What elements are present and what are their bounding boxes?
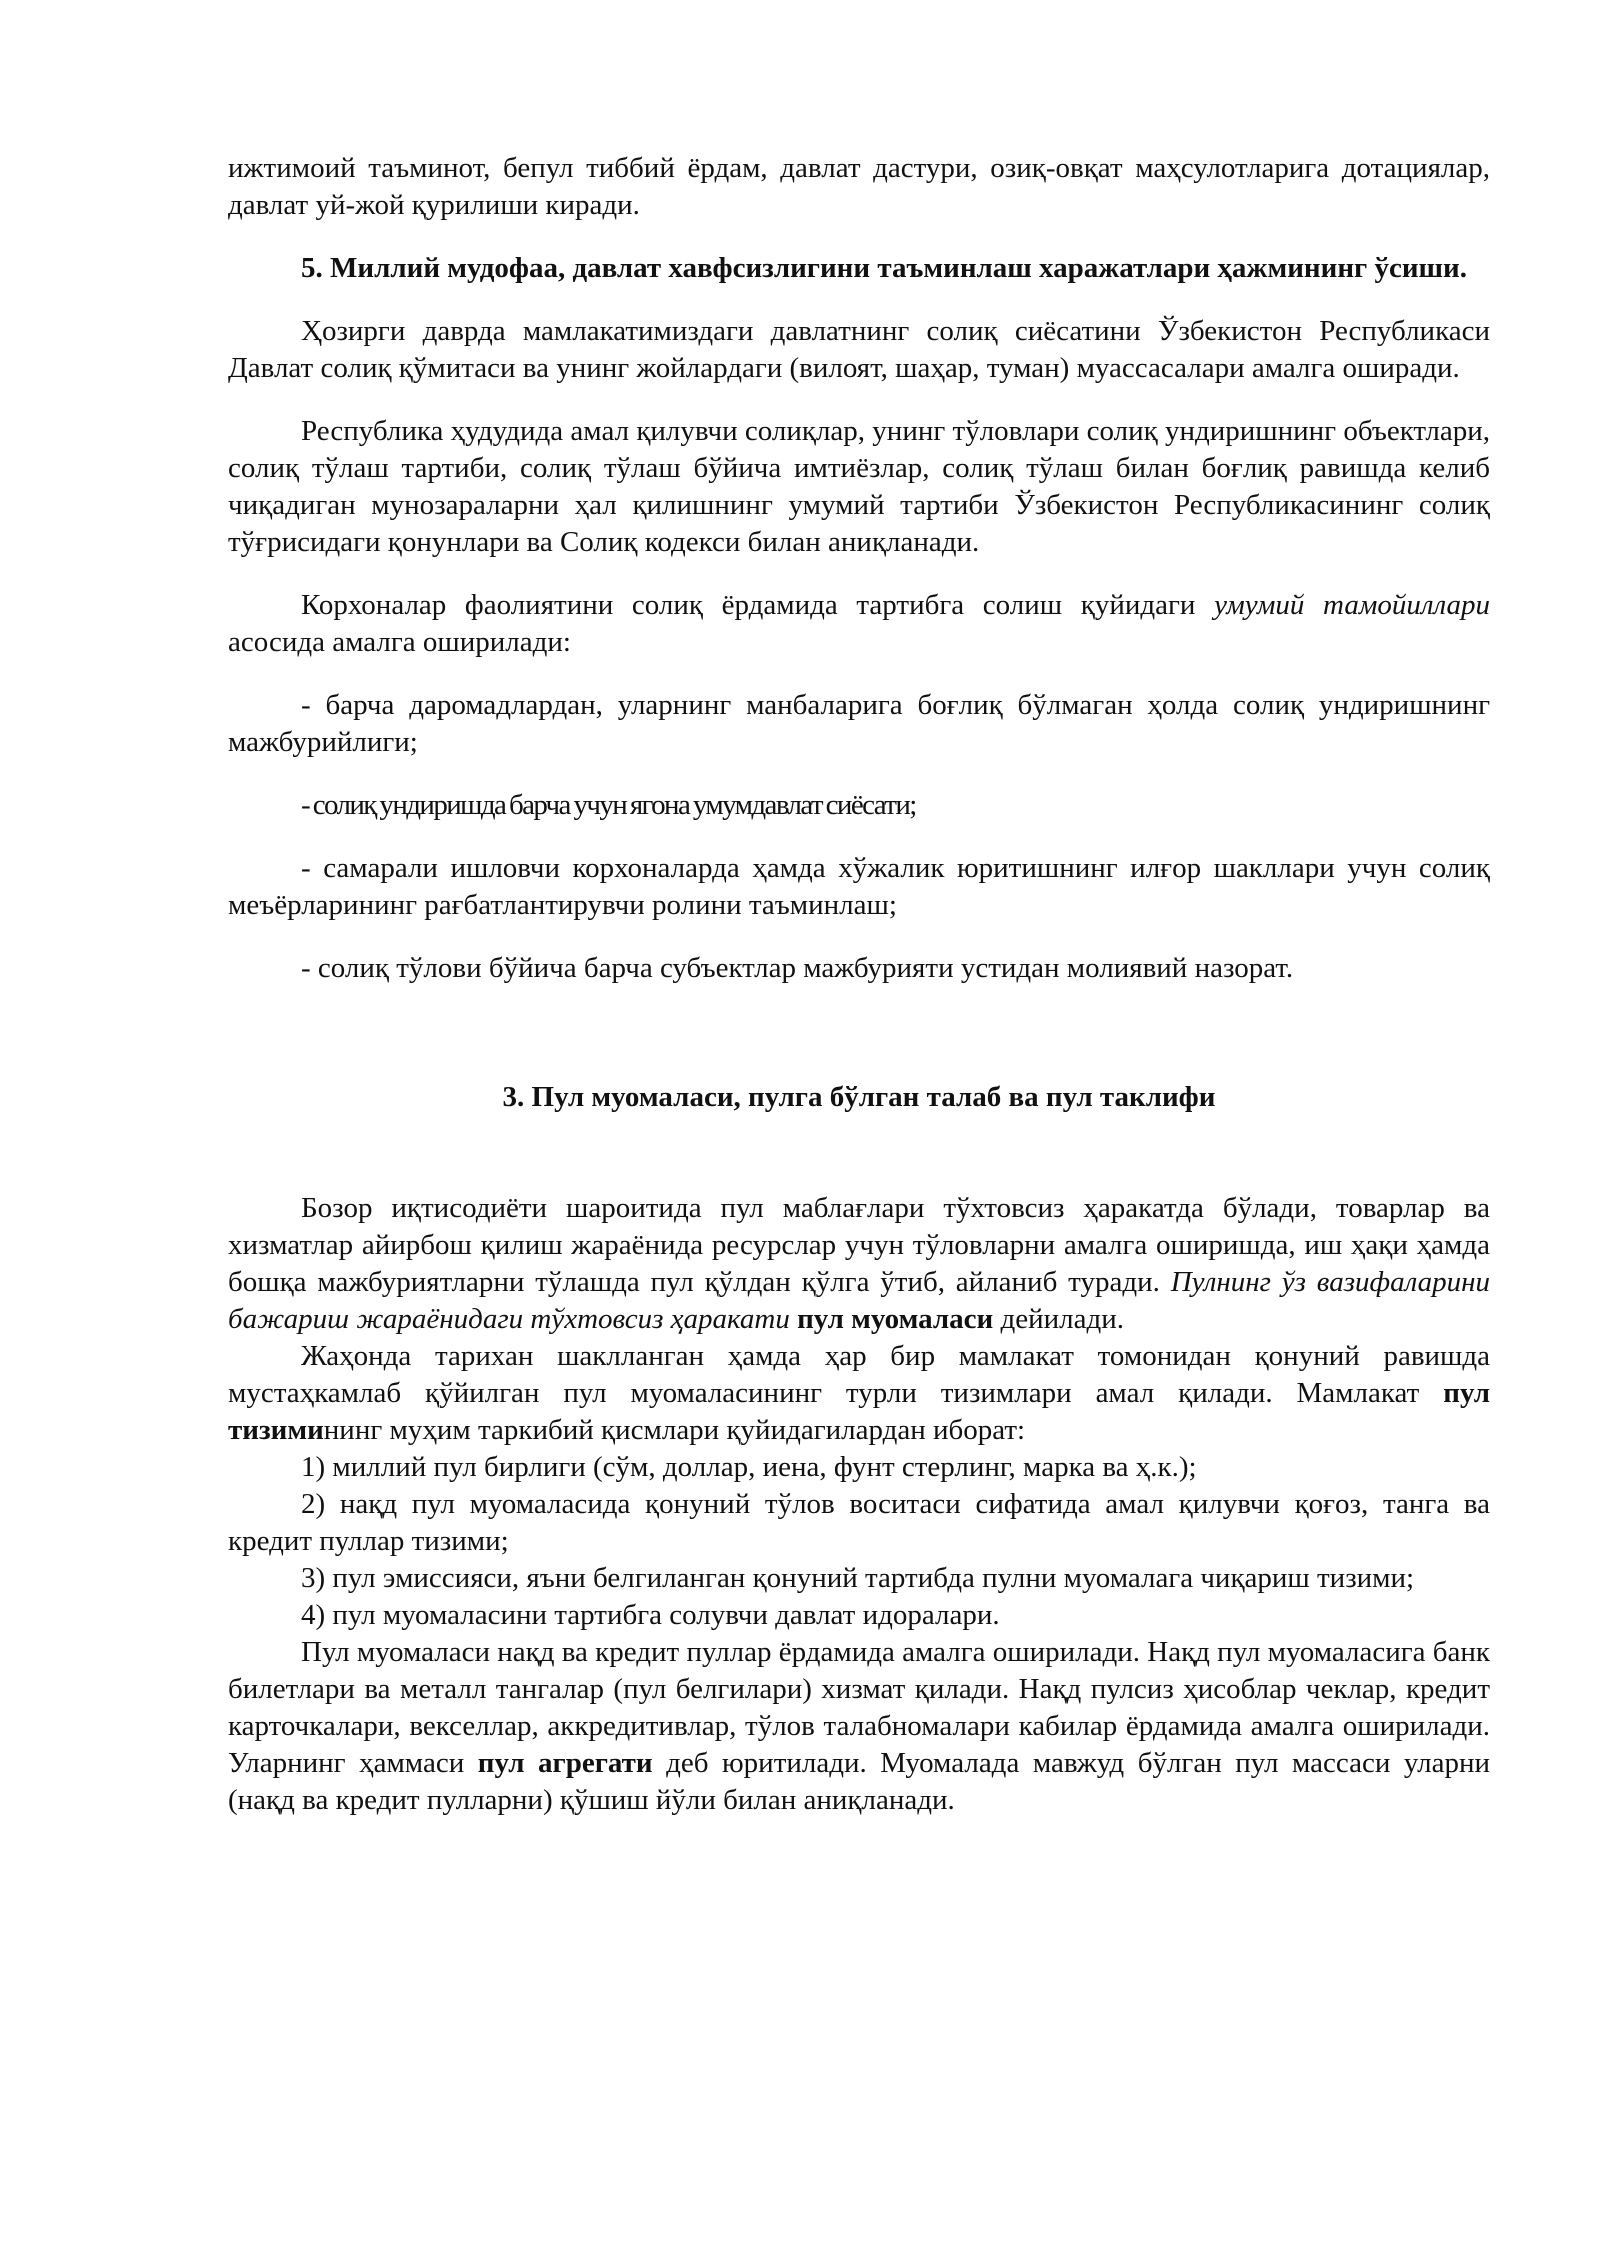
paragraph-tax-regulation: Республика ҳудудида амал қилувчи солиқлар, унинг тўловлари солиқ ундиришнинг объектлари, солиқ тўлаш тартиби, солиқ тўлаш бўйича имтиёзлар, солиқ тўлаш билан боғлиқ равишда келиб чиқадиган мунозараларни ҳал қилишнинг умумий тартиби Ўзбекистон Республикасининг солиқ тўғрисидаги қонунлари ва Солиқ кодекси билан аниқланади. — [228, 415, 1490, 558]
paragraph-money-system — [228, 1338, 1490, 1449]
numbered-item-3: 3) пул эмиссияси, яъни белгиланган қонуний тартибда пулни муомалага чиқариш тизими; — [301, 1562, 1415, 1594]
paragraph-principles-intro — [228, 587, 1490, 661]
circulation-definition: Пулнинг ўз вазифаларини бажариш жараёнидаги тўхтовсиз ҳаракати — [228, 1266, 1490, 1335]
principles-text-b: асосида амалга оширилади: — [228, 626, 571, 658]
circulation-space — [790, 1303, 797, 1335]
circulation-term: пул муомаласи — [797, 1303, 994, 1335]
principles-emphasis: умумий тамойиллари — [1214, 589, 1490, 621]
paragraph-money-circulation — [228, 1190, 1490, 1338]
section-heading-3: 3. Пул муомаласи, пулга бўлган талаб ва пул таклифи — [502, 1081, 1216, 1113]
document-page — [228, 150, 1490, 1819]
paragraph-money-aggregate — [228, 1634, 1490, 1819]
bullet-item-1: - барча даромадлардан, уларнинг манбаларига боғлиқ бўлмаган ҳолда солиқ ундиришнинг мажбурийлиги; — [228, 689, 1490, 758]
aggregate-text-b: деб юритилади. Муомалада мавжуд бўлган пул массаси уларни (нақд ва кредит пулларни) қўшиш йўли билан аниқланади. — [228, 1747, 1490, 1816]
aggregate-term: пул агрегати — [477, 1747, 653, 1779]
paragraph-continuation: ижтимоий таъминот, бепул тиббий ёрдам, давлат дастури, озиқ-овқат маҳсулотларига дотациялар, давлат уй-жой қурилиши киради. — [228, 152, 1490, 221]
numbered-item-2: 2) нақд пул муомаласида қонуний тўлов воситаси сифатида амал қилувчи қоғоз, танга ва кредит пуллар тизими; — [228, 1488, 1490, 1557]
money-system-term: пул тизими — [228, 1377, 1490, 1446]
aggregate-text-a: Пул муомаласи нақд ва кредит пуллар ёрдамида амалга оширилади. Нақд пул муомаласига банк билетлари ва металл тангалар (пул белгилари) хизмат қилади. Нақд пулсиз ҳисоблар чеклар, кредит карточкалари, векселлар, аккредитивлар, тўлов талабномалари кабилар ёрдамида амалга оширилади. Уларнинг ҳаммаси — [228, 1636, 1490, 1779]
numbered-item-1: 1) миллий пул бирлиги (сўм, доллар, иена, фунт стерлинг, марка ва ҳ.к.); — [301, 1451, 1197, 1483]
section-heading-5: 5. Миллий мудофаа, давлат хавфсизлигини таъминлаш харажатлари ҳажмининг ўсиши. — [301, 252, 1467, 284]
money-system-text-b: нинг муҳим таркибий қисмлари қуйидагилардан иборат: — [323, 1414, 1026, 1446]
paragraph-tax-committee: Ҳозирги даврда мамлакатимиздаги давлатнинг солиқ сиёсатини Ўзбекистон Республикаси Давлат солиқ қўмитаси ва унинг жойлардаги (вилоят, шаҳар, туман) муассасалари амалга оширади. — [228, 315, 1490, 384]
money-system-text-a: Жаҳонда тарихан шаклланган ҳамда ҳар бир мамлакат томонидан қонуний равишда мустаҳкамлаб қўйилган пул муомаласининг турли тизимлари амал қилади. Мамлакат — [228, 1340, 1490, 1409]
bullet-item-3: - самарали ишловчи корхоналарда ҳамда хўжалик юритишнинг илғор шакллари учун солиқ меъёрларининг рағбатлантирувчи ролини таъминлаш; — [228, 852, 1490, 921]
bullet-item-4: - солиқ тўлови бўйича барча субъектлар мажбурияти устидан молиявий назорат. — [301, 952, 1294, 984]
numbered-item-4: 4) пул муомаласини тартибга солувчи давлат идоралари. — [301, 1599, 1000, 1631]
circulation-text-a: Бозор иқтисодиёти шароитида пул маблағлари тўхтовсиз ҳаракатда бўлади, товарлар ва хизматлар айирбош қилиш жараёнида ресурслар учун тўловларни амалга оширишда, иш ҳақи ҳамда бошқа мажбуриятларни тўлашда пул қўлдан қўлга ўтиб, айланиб туради. — [228, 1192, 1490, 1298]
circulation-text-b: дейилади. — [993, 1303, 1125, 1335]
bullet-item-2: - солиқ ундиришда барча учун ягона умумдавлат сиёсати; — [301, 789, 916, 821]
principles-text-a: Корхоналар фаолиятини солиқ ёрдамида тартибга солиш қуйидаги — [301, 589, 1215, 621]
